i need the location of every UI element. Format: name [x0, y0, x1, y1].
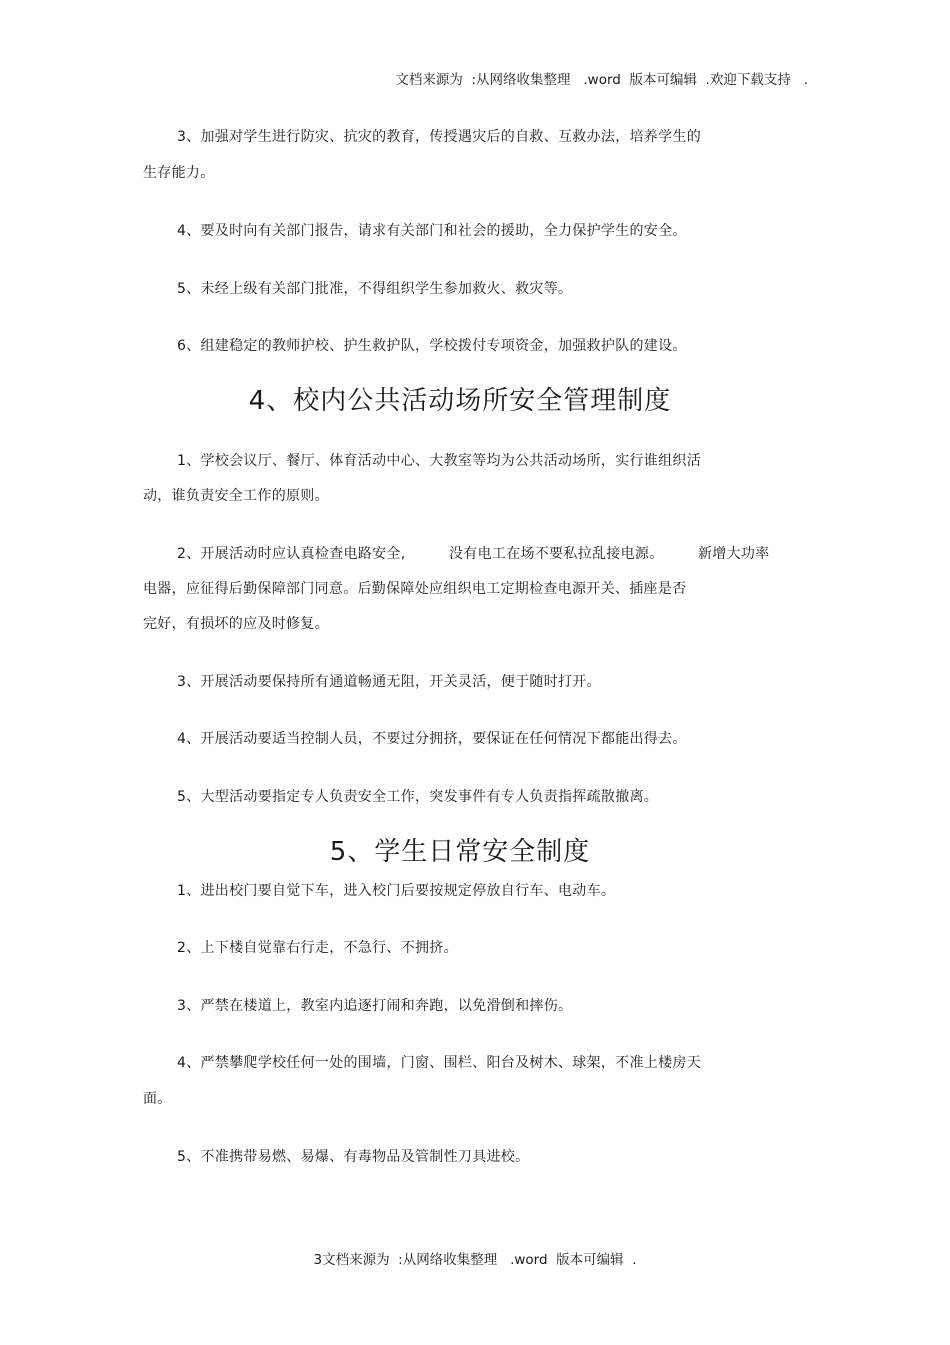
- prev-item-3-line2: 生存能力。: [143, 165, 215, 181]
- s5-item-1: 1、进出校门要自觉下车，进入校门后要按规定停放自行车、电动车。: [177, 883, 616, 899]
- section4-title: 4、校内公共活动场所安全管理制度: [248, 386, 672, 416]
- s4-item-2-line1-part1: 2、开展活动时应认真检查电路安全,: [177, 546, 406, 562]
- s4-item-2-line1-part3: 新增大功率: [698, 546, 770, 562]
- s4-item-2-line3: 完好，有损坏的应及时修复。: [143, 616, 329, 632]
- s4-item-1-line1: 1、学校会议厅、餐厅、体育活动中心、大教室等均为公共活动场所，实行谁组织活: [177, 453, 702, 469]
- s4-item-3: 3、开展活动要保持所有通道畅通无阻，开关灵活，便于随时打开。: [177, 674, 601, 690]
- s4-item-1-line2: 动，谁负责安全工作的原则。: [143, 488, 329, 504]
- s5-item-3: 3、严禁在楼道上，教室内追逐打闹和奔跑，以免滑倒和摔伤。: [177, 998, 573, 1014]
- section5-title: 5、学生日常安全制度: [329, 837, 591, 867]
- s5-item-4-line2: 面。: [143, 1091, 172, 1107]
- s5-item-4-line1: 4、严禁攀爬学校任何一处的围墙，门窗、围栏、阳台及树木、球架，不准上楼房天: [177, 1055, 702, 1071]
- prev-item-5: 5、未经上级有关部门批准，不得组织学生参加救火、救灾等。: [177, 281, 573, 297]
- footer-source-note: 3文档来源为 :从网络收集整理 .word 版本可编辑 .: [313, 1252, 637, 1268]
- header-source-note: 文档来源为 :从网络收集整理 .word 版本可编辑 .欢迎下载支持 .: [395, 72, 808, 88]
- s4-item-2-line1-part2: 没有电工在场不要私拉乱接电源。: [449, 546, 664, 562]
- s4-item-5: 5、大型活动要指定专人负责安全工作，突发事件有专人负责指挥疏散撤离。: [177, 789, 659, 805]
- s4-item-4: 4、开展活动要适当控制人员，不要过分拥挤，要保证在任何情况下都能出得去。: [177, 731, 687, 747]
- s5-item-2: 2、上下楼自觉靠右行走，不急行、不拥挤。: [177, 940, 458, 956]
- s4-item-2-line2: 电器，应征得后勤保障部门同意。后勤保障处应组织电工定期检查电源开关、插座是否: [143, 581, 687, 597]
- prev-item-4: 4、要及时向有关部门报告，请求有关部门和社会的援助，全力保护学生的安全。: [177, 223, 687, 239]
- prev-item-6: 6、组建稳定的教师护校、护生救护队，学校拨付专项资金，加强救护队的建设。: [177, 338, 687, 354]
- prev-item-3-line1: 3、加强对学生进行防灾、抗灾的教育，传授遇灾后的自救、互救办法，培养学生的: [177, 129, 702, 145]
- s5-item-5: 5、不准携带易燃、易爆、有毒物品及管制性刀具进校。: [177, 1149, 530, 1165]
